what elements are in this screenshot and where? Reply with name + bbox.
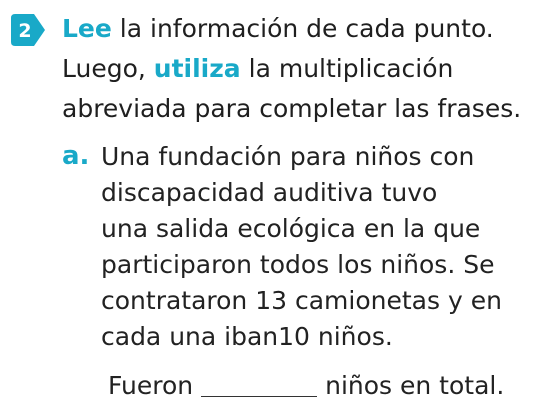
answer-suffix: niños en total. — [325, 371, 505, 400]
item-text-line: una salida ecológica en la que — [101, 214, 481, 243]
badge-arrow-icon — [8, 10, 48, 50]
instruction-line-3 — [62, 94, 521, 123]
instruction-line-1 — [62, 14, 494, 43]
answer-sentence — [108, 371, 504, 400]
instruction-verb-read: Lee — [62, 14, 112, 43]
instruction-line-2 — [62, 54, 453, 83]
item-text-line: contrataron 13 camionetas y en — [101, 286, 502, 315]
instruction-verb-use: utiliza — [153, 54, 241, 83]
exercise-number-badge — [8, 10, 48, 50]
item-letter: a. — [62, 141, 90, 171]
instruction-text: la multiplicación — [248, 54, 454, 83]
item-text-line: participaron todos los niños. Se — [101, 250, 495, 279]
item-text-line: cada una iban10 niños. — [101, 322, 393, 351]
answer-prefix: Fueron — [108, 371, 194, 400]
item-text-line: discapacidad auditiva tuvo — [101, 178, 438, 207]
exercise-number: 2 — [18, 20, 32, 42]
instruction-text: abreviada para completar las frases. — [62, 94, 522, 123]
instruction-text: Luego, — [62, 54, 146, 83]
item-text-line: Una fundación para niños con — [101, 142, 475, 171]
answer-blank[interactable] — [201, 396, 317, 397]
instruction-text: la información de cada punto. — [119, 14, 494, 43]
